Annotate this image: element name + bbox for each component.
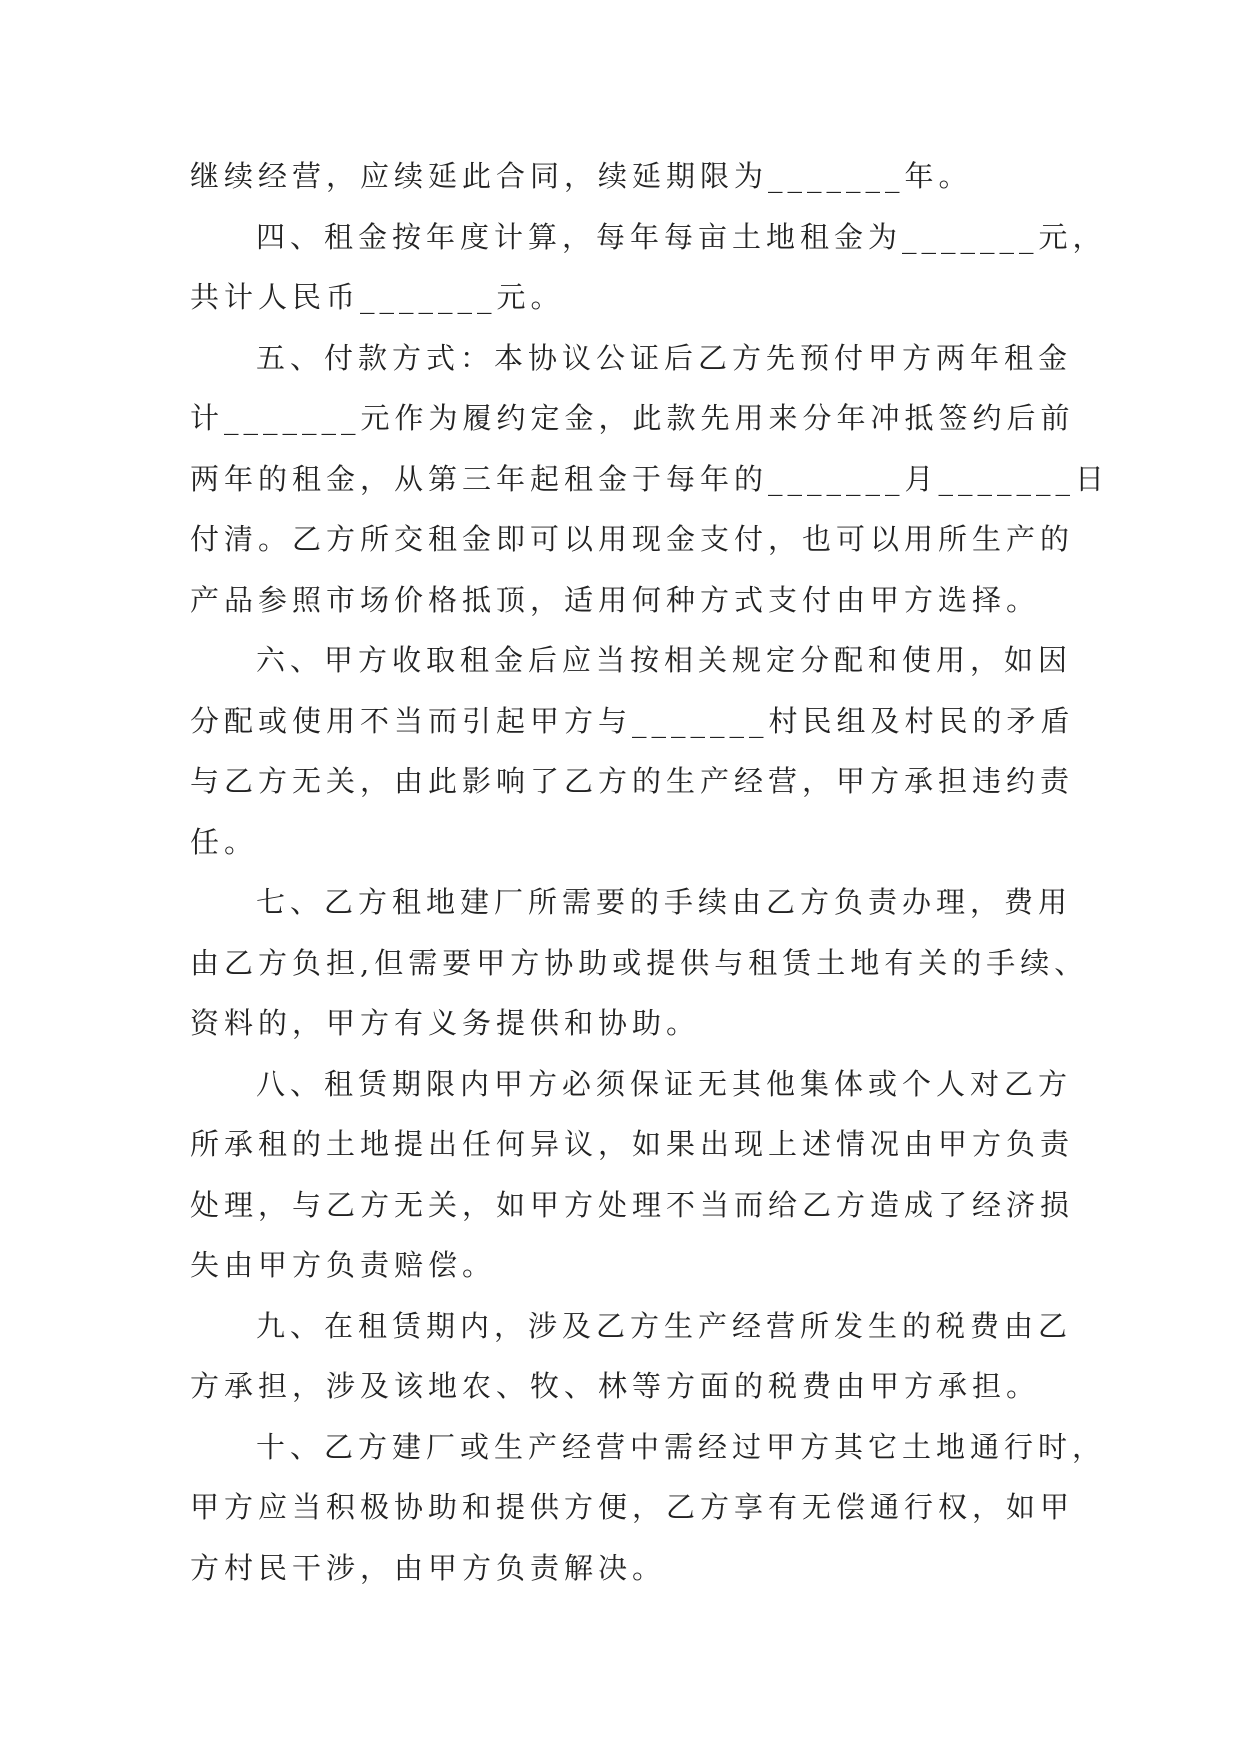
text-line: 十、乙方建厂或生产经营中需经过甲方其它土地通行时， [256,1429,1107,1464]
text-line: 付清。乙方所交租金即可以用现金支付，也可以用所生产的 [190,522,1075,556]
text-line: 与乙方无关，由此影响了乙方的生产经营，甲方承担违约责 [190,764,1075,798]
text-line: 五、付款方式：本协议公证后乙方先预付甲方两年租金 [256,340,1073,375]
text-line: 甲方应当积极协助和提供方便，乙方享有无偿通行权，如甲 [190,1490,1075,1524]
text-line: 两年的租金，从第三年起租金于每年的_______月_______日 [190,461,1110,496]
text-line: 七、乙方租地建厂所需要的手续由乙方负责办理，费用 [256,885,1073,919]
text-line: 四、租金按年度计算，每年每亩土地租金为_______元， [256,219,1107,254]
text-line: 六、甲方收取租金后应当按相关规定分配和使用，如因 [256,643,1073,677]
text-line: 九、在租赁期内，涉及乙方生产经营所发生的税费由乙 [256,1308,1073,1343]
text-line: 处理，与乙方无关，如甲方处理不当而给乙方造成了经济损 [190,1187,1075,1222]
text-line: 分配或使用不当而引起甲方与_______村民组及村民的矛盾 [190,703,1075,738]
text-line: 产品参照市场价格抵顶，适用何种方式支付由甲方选择。 [190,582,1041,617]
text-line: 方承担，涉及该地农、牧、林等方面的税费由甲方承担。 [190,1369,1041,1403]
text-line: 共计人民币_______元。 [190,280,565,314]
text-line: 任。 [190,824,259,859]
text-line: 由乙方负担,但需要甲方协助或提供与租赁土地有关的手续、 [190,945,1089,980]
contract-body [190,159,1110,1612]
text-line: 方村民干涉，由甲方负责解决。 [190,1550,667,1585]
text-line: 所承租的土地提出任何异议，如果出现上述情况由甲方负责 [190,1127,1075,1161]
text-line: 计_______元作为履约定金，此款先用来分年冲抵签约后前 [190,401,1075,435]
text-line: 资料的，甲方有义务提供和协助。 [190,1006,701,1040]
text-line: 继续经营，应续延此合同，续延期限为_______年。 [190,159,973,193]
text-line: 八、租赁期限内甲方必须保证无其他集体或个人对乙方 [256,1066,1073,1101]
text-line: 失由甲方负责赔偿。 [190,1248,497,1282]
